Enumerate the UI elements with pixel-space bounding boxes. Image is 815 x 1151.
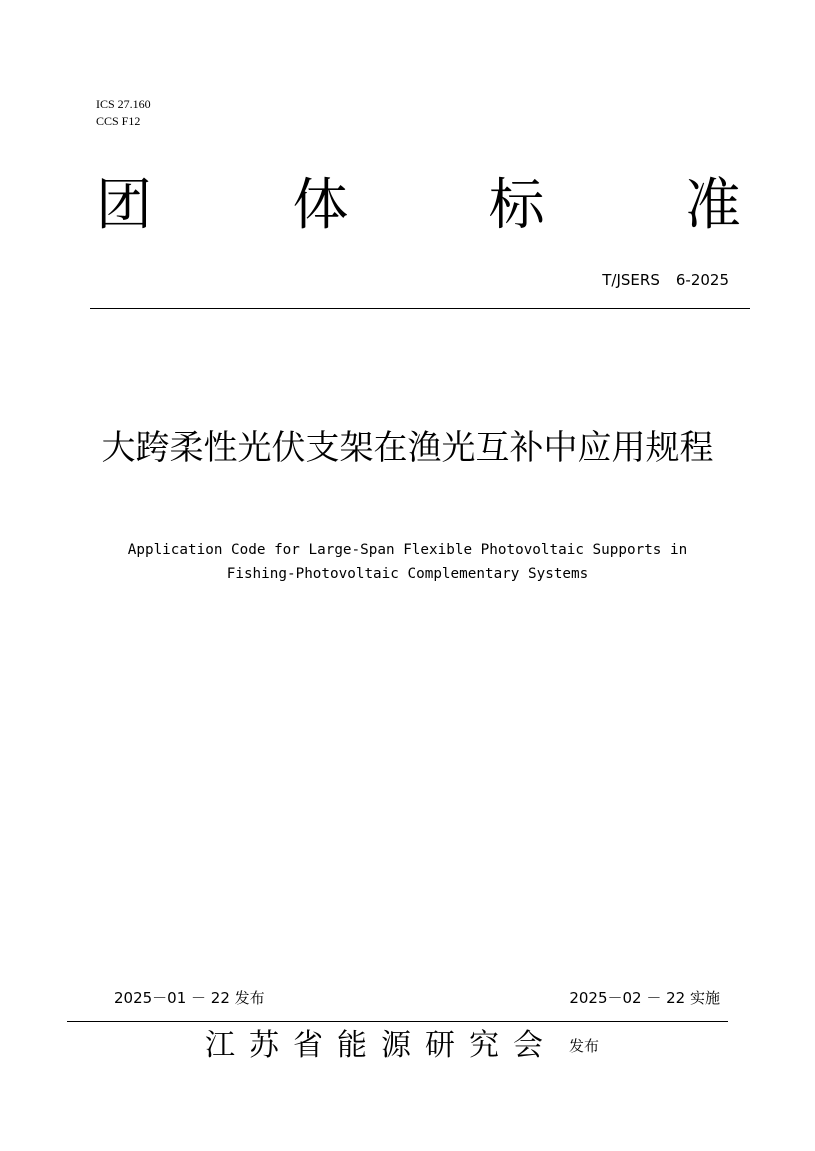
standard-type-char-4: 准 [684, 173, 741, 238]
standard-number-prefix: T/JSERS [602, 271, 660, 289]
publisher-name: 江苏省能源研究会 [205, 1028, 557, 1063]
classification-codes [96, 96, 151, 130]
standard-type-char-2: 体 [292, 173, 349, 238]
header-divider [90, 308, 750, 309]
english-title-line-1: Application Code for Large-Span Flexible Photovoltaic Supports in [127, 542, 688, 558]
implementation-date: 2025－02 － 22 实施 [569, 989, 720, 1007]
standard-type-char-3: 标 [488, 173, 545, 238]
standard-type-heading [96, 170, 741, 242]
ccs-code: CCS F12 [96, 114, 141, 128]
english-title [60, 538, 755, 586]
publisher-row [205, 1026, 599, 1066]
chinese-title: 大跨柔性光伏支架在渔光互补中应用规程 [101, 428, 714, 468]
ics-code: ICS 27.160 [96, 97, 151, 111]
standard-type-char-1: 团 [96, 173, 152, 238]
standard-number [602, 270, 729, 290]
issue-date: 2025－01 － 22 发布 [114, 989, 265, 1007]
english-title-line-2: Fishing-Photovoltaic Complementary Systems [226, 566, 589, 582]
standard-number-value: 6-2025 [675, 271, 729, 289]
publisher-action: 发布 [569, 1037, 600, 1055]
footer-divider [67, 1021, 728, 1022]
